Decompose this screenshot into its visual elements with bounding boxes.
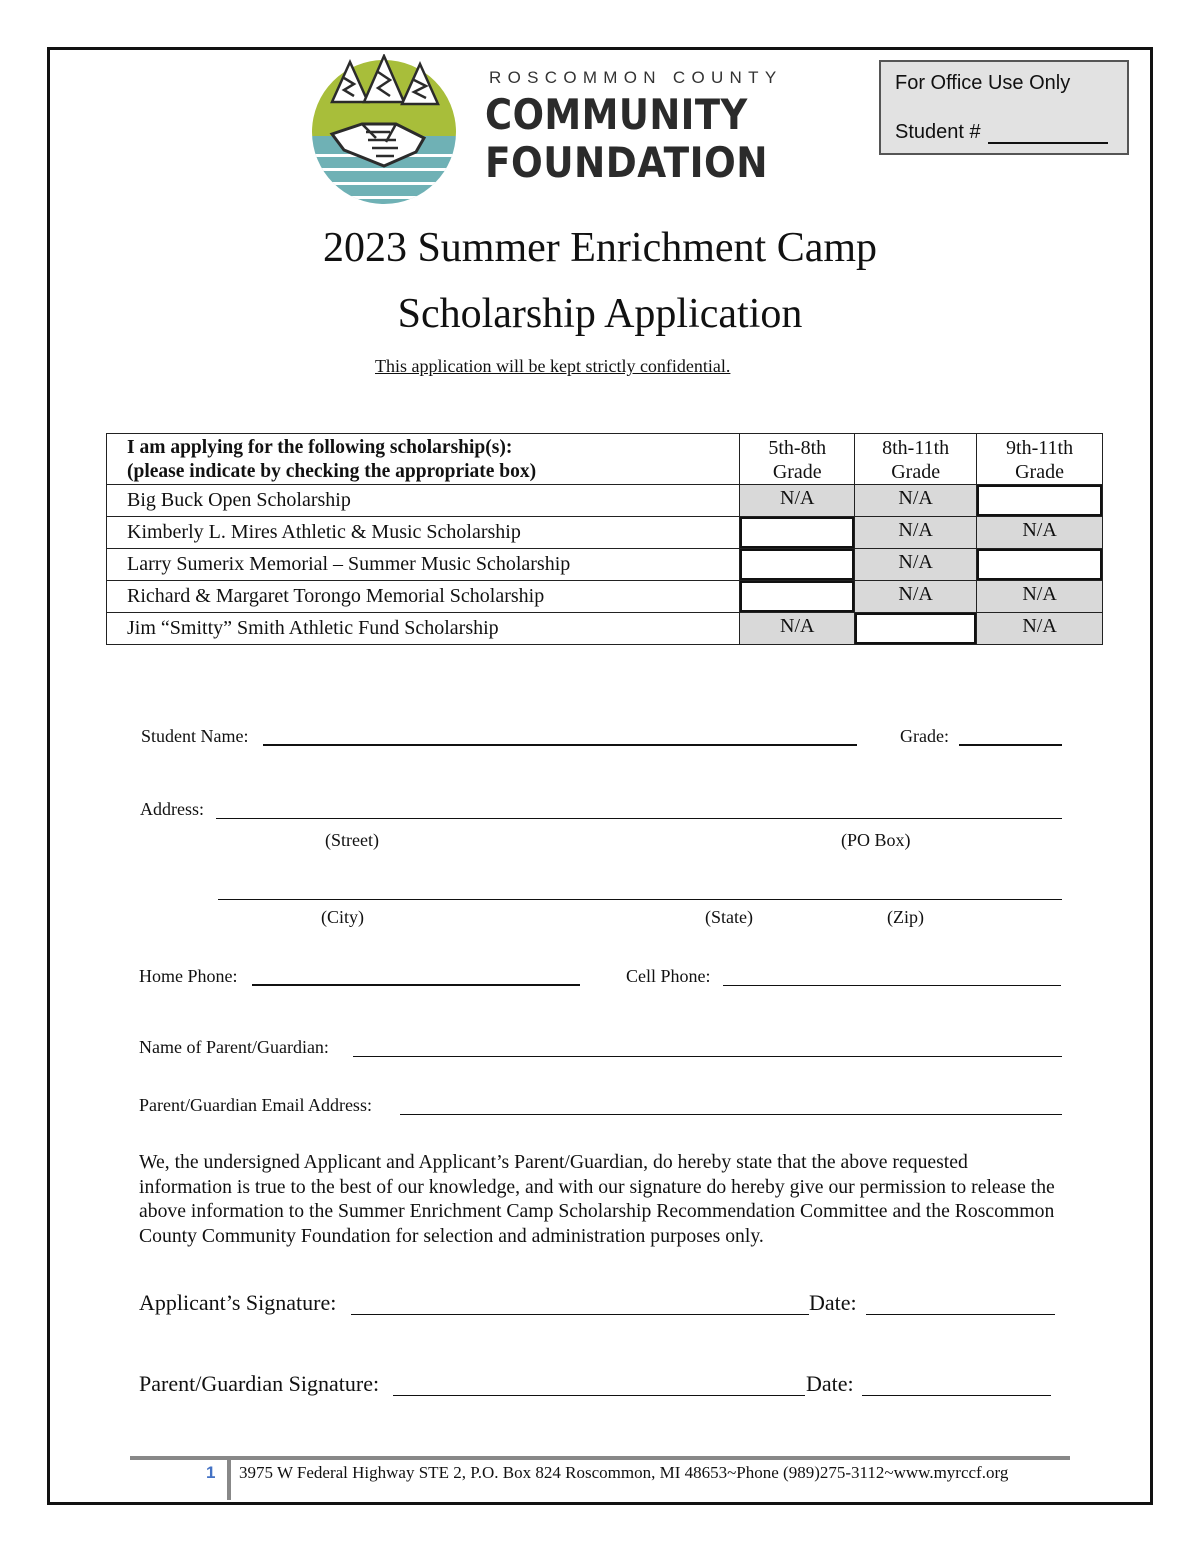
column-header-line2: Grade xyxy=(1015,461,1064,483)
parent-date-field[interactable] xyxy=(862,1372,1051,1396)
na-cell: N/A xyxy=(855,549,977,581)
page-number: 1 xyxy=(206,1463,216,1482)
table-heading xyxy=(107,434,740,485)
table-row xyxy=(107,581,1103,613)
logo-foundation-text: FOUNDATION xyxy=(485,138,768,187)
confidential-notice: This application will be kept strictly confidential. xyxy=(375,356,731,376)
table-row xyxy=(107,485,1103,517)
na-cell: N/A xyxy=(740,485,855,517)
parent-email-label: Parent/Guardian Email Address: xyxy=(139,1095,372,1115)
column-header-line2: Grade xyxy=(772,461,822,483)
checkbox-cell[interactable] xyxy=(740,517,855,549)
column-header-9-11 xyxy=(977,434,1103,485)
logo-community-text: COMMUNITY xyxy=(485,90,748,139)
applicant-signature-label: Applicant’s Signature: xyxy=(139,1290,337,1315)
table-row xyxy=(107,517,1103,549)
column-header-line1: 9th-11th xyxy=(1006,437,1074,459)
applicant-signature-field[interactable] xyxy=(351,1291,809,1315)
address-city-field[interactable] xyxy=(218,880,1062,900)
foundation-logo xyxy=(304,54,808,206)
logo-emblem-icon xyxy=(304,54,464,206)
checkbox-cell[interactable] xyxy=(740,581,855,613)
checkbox-cell[interactable] xyxy=(740,549,855,581)
student-name-label: Student Name: xyxy=(141,726,249,746)
table-row xyxy=(107,549,1103,581)
column-header-line1: 8th-11th xyxy=(882,437,950,459)
page-subtitle: Scholarship Application xyxy=(397,291,803,337)
column-header-line1: 5th-8th xyxy=(768,437,827,459)
checkbox-cell[interactable] xyxy=(855,613,977,645)
office-use-title: For Office Use Only xyxy=(895,72,1071,94)
cell-phone-label: Cell Phone: xyxy=(626,966,711,986)
footer-address: 3975 W Federal Highway STE 2, P.O. Box 824 Roscommon, MI 48653~Phone (989)275-3112~www.myrccf.org xyxy=(239,1463,1009,1482)
checkbox-cell[interactable] xyxy=(977,485,1103,517)
street-sublabel: (Street) xyxy=(325,830,379,850)
home-phone-field[interactable] xyxy=(252,966,580,986)
footer-separator xyxy=(227,1458,231,1500)
address-street-field[interactable] xyxy=(216,799,1062,819)
scholarship-name: Richard & Margaret Torongo Memorial Scholarship xyxy=(107,581,740,613)
parent-name-label: Name of Parent/Guardian: xyxy=(139,1037,329,1057)
grade-label: Grade: xyxy=(900,726,949,746)
home-phone-label: Home Phone: xyxy=(139,966,238,986)
student-number-label: Student # xyxy=(895,121,981,143)
logo-county-text: ROSCOMMON COUNTY xyxy=(489,68,783,87)
scholarship-name: Jim “Smitty” Smith Athletic Fund Scholarship xyxy=(107,613,740,645)
consent-statement: We, the undersigned Applicant and Applicant’s Parent/Guardian, do hereby state that the above requested information is true to the best of our knowledge, and with our signature do hereby give our permission to release the above information to the Summer Enrichment Camp Scholarship Recommendation Committee and the Roscommon County Community Foundation for selection and administration purposes only. xyxy=(139,1151,1055,1247)
office-use-box xyxy=(879,60,1129,155)
table-header-row xyxy=(107,434,1103,485)
po-box-sublabel: (PO Box) xyxy=(841,830,911,850)
student-name-field[interactable] xyxy=(263,726,857,746)
na-cell: N/A xyxy=(977,581,1103,613)
parent-signature-field[interactable] xyxy=(393,1372,805,1396)
column-header-8-11 xyxy=(855,434,977,485)
scholarship-name: Big Buck Open Scholarship xyxy=(107,485,740,517)
scholarship-name: Larry Sumerix Memorial – Summer Music Scholarship xyxy=(107,549,740,581)
na-cell: N/A xyxy=(977,517,1103,549)
page-title: 2023 Summer Enrichment Camp xyxy=(322,225,878,271)
column-header-line2: Grade xyxy=(891,461,941,483)
city-sublabel: (City) xyxy=(321,907,364,927)
table-row xyxy=(107,613,1103,645)
na-cell: N/A xyxy=(855,581,977,613)
scholarship-name: Kimberly L. Mires Athletic & Music Scholarship xyxy=(107,517,740,549)
applicant-date-label: Date: xyxy=(809,1290,857,1315)
table-heading-line2: (please indicate by checking the appropriate box) xyxy=(127,461,537,482)
grade-field[interactable] xyxy=(959,726,1062,746)
scholarship-table xyxy=(106,433,1103,645)
na-cell: N/A xyxy=(977,613,1103,645)
na-cell: N/A xyxy=(855,517,977,549)
student-number-field[interactable] xyxy=(988,142,1108,144)
column-header-5-8 xyxy=(740,434,855,485)
parent-signature-label: Parent/Guardian Signature: xyxy=(139,1371,380,1396)
parent-email-field[interactable] xyxy=(400,1095,1062,1115)
na-cell: N/A xyxy=(855,485,977,517)
address-label: Address: xyxy=(140,799,204,819)
parent-date-label: Date: xyxy=(806,1371,854,1396)
na-cell: N/A xyxy=(740,613,855,645)
cell-phone-field[interactable] xyxy=(723,966,1061,986)
checkbox-cell[interactable] xyxy=(977,549,1103,581)
state-sublabel: (State) xyxy=(705,907,753,927)
applicant-date-field[interactable] xyxy=(866,1291,1055,1315)
table-heading-line1: I am applying for the following scholarship(s): xyxy=(127,437,513,458)
footer-divider xyxy=(130,1456,1070,1460)
zip-sublabel: (Zip) xyxy=(887,907,924,927)
parent-name-field[interactable] xyxy=(353,1037,1062,1057)
